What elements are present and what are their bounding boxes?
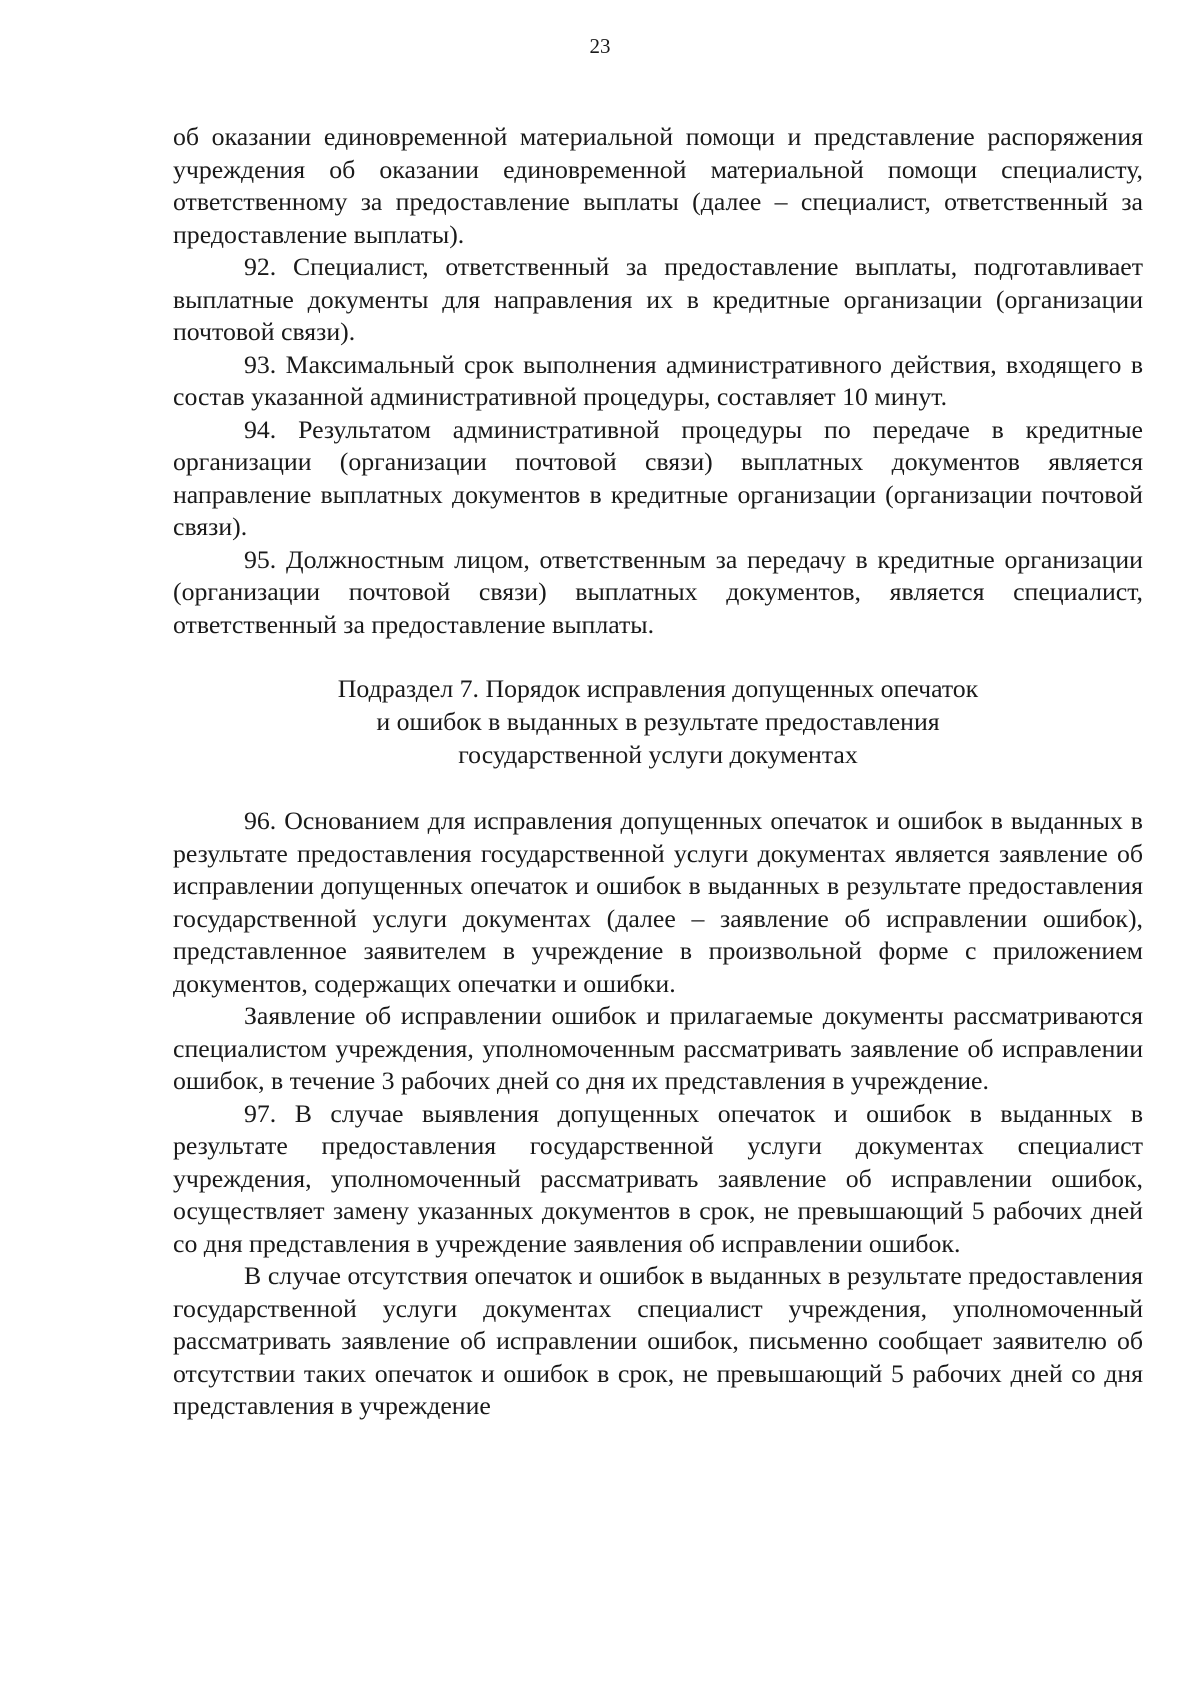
- paragraph-92: 92. Специалист, ответственный за предоставление выплаты, подготавливает выплатные документы для направления их в кредитные организации (организации почтовой связи).: [173, 252, 1143, 346]
- document-body: [173, 121, 1143, 1423]
- paragraph-intro: об оказании единовременной материальной помощи и представление распоряжения учреждения об оказании единовременной материальной помощи специалисту, ответственному за предоставление выплаты (далее – специалист, ответственный за предоставление выплаты).: [173, 122, 1143, 249]
- section-heading: [173, 672, 1143, 771]
- paragraph-95: 95. Должностным лицом, ответственным за передачу в кредитные организации (организации почтовой связи) выплатных документов, является специалист, ответственный за предоставление выплаты.: [173, 544, 1143, 639]
- page-number: 23: [589, 34, 611, 58]
- section-heading-line-2: и ошибок в выданных в результате предоставления: [376, 707, 940, 736]
- section-heading-line-1: Подраздел 7. Порядок исправления допущенных опечаток: [337, 674, 979, 703]
- paragraph-96: 96. Основанием для исправления допущенных опечаток и ошибок в выданных в результате предоставления государственной услуги документах является заявление об исправлении допущенных опечаток и ошибок в выданных в результате предоставления государственной услуги документах (далее – заявление об исправлении ошибок), представленное заявителем в учреждение в произвольной форме с приложением документов, содержащих опечатки и ошибки.: [173, 806, 1143, 998]
- paragraph-96-continuation: Заявление об исправлении ошибок и прилагаемые документы рассматриваются специалистом учреждения, уполномоченным рассматривать заявление об исправлении ошибок, в течение 3 рабочих дней со дня их представления в учреждение.: [173, 1001, 1143, 1095]
- paragraph-97-continuation: В случае отсутствия опечаток и ошибок в выданных в результате предоставления государственной услуги документах специалист учреждения, уполномоченный рассматривать заявление об исправлении ошибок, письменно сообщает заявителю об отсутствии таких опечаток и ошибок в срок, не превышающий 5 рабочих дней со дня представления в учреждение: [173, 1261, 1143, 1420]
- paragraph-94: 94. Результатом административной процедуры по передаче в кредитные организации (организации почтовой связи) выплатных документов является направление выплатных документов в кредитные организации (организации почтовой связи).: [173, 414, 1143, 541]
- paragraph-93: 93. Максимальный срок выполнения административного действия, входящего в состав указанной административной процедуры, составляет 10 минут.: [173, 349, 1143, 411]
- section-heading-line-3: государственной услуги документах: [458, 740, 858, 769]
- paragraph-97: 97. В случае выявления допущенных опечаток и ошибок в выданных в результате предоставления государственной услуги документах специалист учреждения, уполномоченный рассматривать заявление об исправлении ошибок, осуществляет замену указанных документов в срок, не превышающий 5 рабочих дней со дня представления в учреждение заявления об исправлении ошибок.: [173, 1098, 1143, 1258]
